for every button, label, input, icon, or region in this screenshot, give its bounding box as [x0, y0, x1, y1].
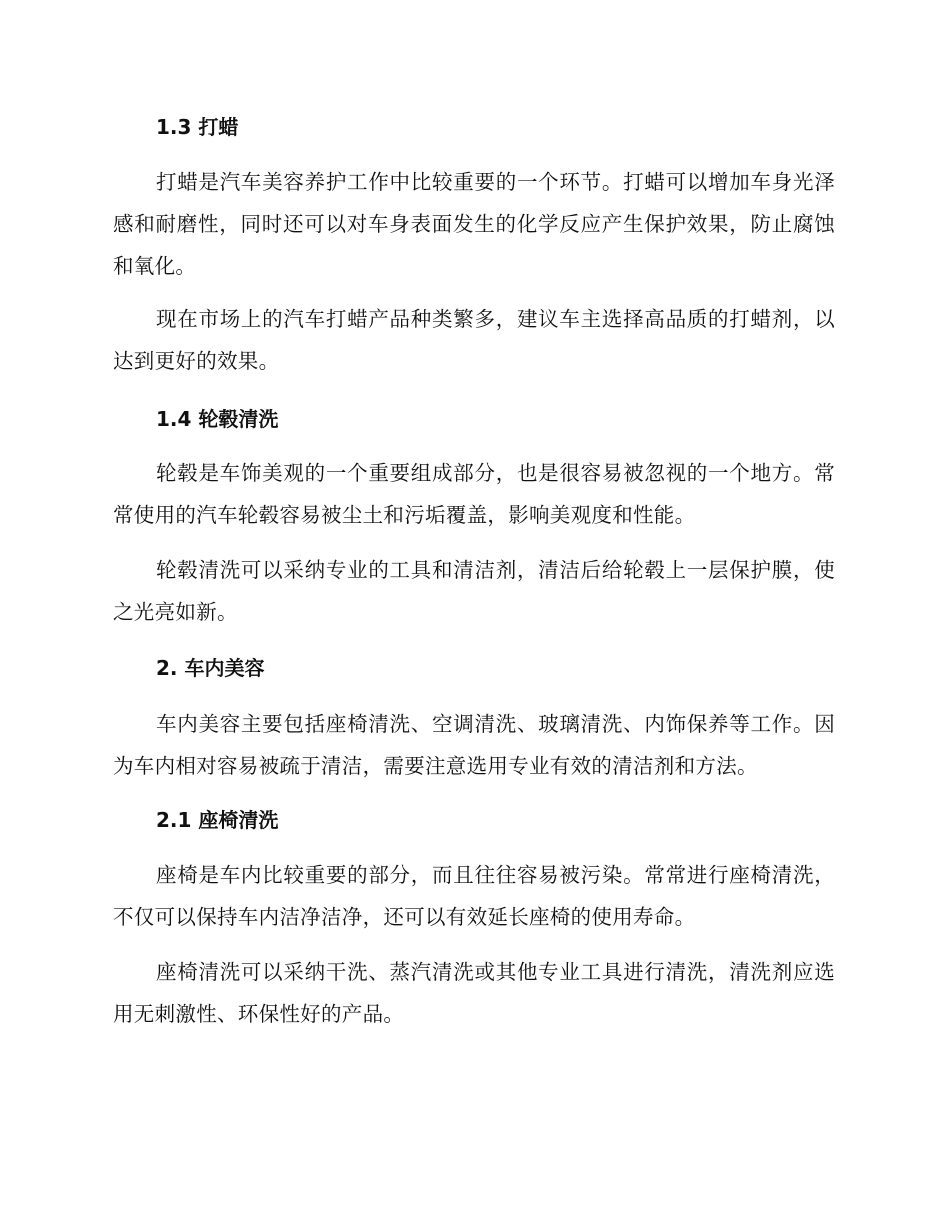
paragraph-wheel-method: 轮毂清洗可以采纳专业的工具和清洁剂，清洁后给轮毂上一层保护膜，使之光亮如新。 — [113, 558, 835, 624]
paragraph-waxing-advice: 现在市场上的汽车打蜡产品种类繁多，建议车主选择高品质的打蜡剂，以达到更好的效果。 — [113, 307, 835, 373]
paragraph-waxing-intro: 打蜡是汽车美容养护工作中比较重要的一个环节。打蜡可以增加车身光泽感和耐磨性，同时还可以对车身表面发生的化学反应产生保护效果，防止腐蚀和氧化。 — [113, 170, 835, 278]
paragraph-wheel-intro: 轮毂是车饰美观的一个重要组成部分，也是很容易被忽视的一个地方。常常使用的汽车轮毂容易被尘土和污垢覆盖，影响美观度和性能。 — [113, 461, 835, 527]
paragraph-seat-intro: 座椅是车内比较重要的部分，而且往往容易被污染。常常进行座椅清洗，不仅可以保持车内洁净洁净，还可以有效延长座椅的使用寿命。 — [113, 863, 835, 929]
section-heading-1-4: 1.4 轮毂清洗 — [156, 407, 279, 431]
section-heading-2-1: 2.1 座椅清洗 — [156, 808, 279, 832]
paragraph-interior-intro: 车内美容主要包括座椅清洗、空调清洗、玻璃清洗、内饰保养等工作。因为车内相对容易被疏于清洁，需要注意选用专业有效的清洁剂和方法。 — [113, 712, 835, 778]
paragraph-seat-method: 座椅清洗可以采纳干洗、蒸汽清洗或其他专业工具进行清洗，清洗剂应选用无刺激性、环保性好的产品。 — [113, 960, 835, 1026]
section-heading-2: 2. 车内美容 — [156, 656, 265, 680]
section-heading-1-3: 1.3 打蜡 — [156, 115, 239, 139]
